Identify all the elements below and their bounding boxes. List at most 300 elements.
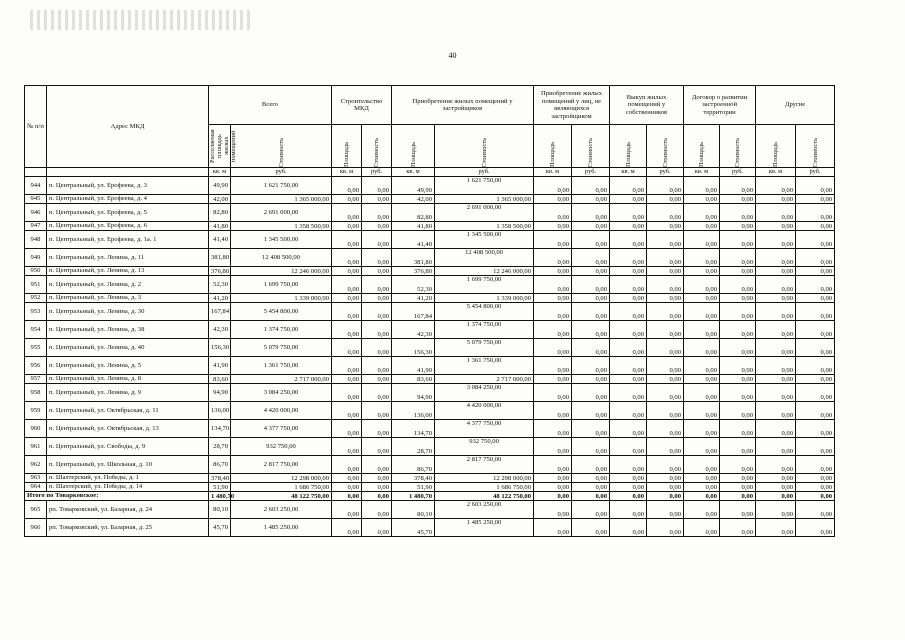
row-zero-value: 0,00 <box>647 375 684 384</box>
row-zero-value: 0,00 <box>796 222 835 231</box>
row-zero-value: 0,00 <box>647 276 684 294</box>
row-zero-value: 0,00 <box>572 456 610 474</box>
unit-cell: кв. м <box>684 168 720 177</box>
row-zero-value: 0,00 <box>647 339 684 357</box>
table-row <box>25 177 835 195</box>
row-acq-dev-area: 134,70 <box>392 420 435 438</box>
row-zero-value: 0,00 <box>647 249 684 267</box>
total-zero-value: 0,00 <box>534 492 572 501</box>
row-zero-value: 0,00 <box>647 177 684 195</box>
row-zero-value: 0,00 <box>534 339 572 357</box>
row-construction-area: 0,00 <box>332 231 362 249</box>
row-zero-value: 0,00 <box>647 483 684 492</box>
unit-cell: кв. м <box>392 168 435 177</box>
total-zero-value: 0,00 <box>720 492 756 501</box>
row-zero-value: 0,00 <box>572 204 610 222</box>
row-number: 957 <box>25 375 47 384</box>
row-construction-cost: 0,00 <box>362 204 392 222</box>
row-construction-cost: 0,00 <box>362 519 392 537</box>
row-construction-cost: 0,00 <box>362 384 392 402</box>
row-zero-value: 0,00 <box>534 375 572 384</box>
row-zero-value: 0,00 <box>684 474 720 483</box>
row-address: п. Центральный, ул. Ерофеева, д. 5 <box>47 204 209 222</box>
row-acq-dev-cost: 1 361 750,00 <box>435 357 534 375</box>
row-zero-value: 0,00 <box>684 204 720 222</box>
row-total-cost: 12 298 000,00 <box>231 474 332 483</box>
row-zero-value: 0,00 <box>796 474 835 483</box>
row-zero-value: 0,00 <box>572 474 610 483</box>
row-zero-value: 0,00 <box>684 357 720 375</box>
row-acq-dev-cost: 1 374 750,00 <box>435 321 534 339</box>
table-row <box>25 294 835 303</box>
row-zero-value: 0,00 <box>720 519 756 537</box>
group-acq-nondev-header: Приобретение жилых помещений у лиц, не являющихся застройщиком <box>534 86 610 125</box>
row-address: рп. Товарковский, ул. Базарная, д. 24 <box>47 501 209 519</box>
row-total-area: 45,70 <box>209 519 231 537</box>
row-zero-value: 0,00 <box>647 231 684 249</box>
row-zero-value: 0,00 <box>610 519 647 537</box>
group-buyout-header: Выкуп жилых помещений у собственников <box>610 86 684 125</box>
row-zero-value: 0,00 <box>610 204 647 222</box>
row-zero-value: 0,00 <box>534 483 572 492</box>
row-address: п. Центральный, ул. Ерофеева, д. 1а. 1 <box>47 231 209 249</box>
row-zero-value: 0,00 <box>720 177 756 195</box>
row-zero-value: 0,00 <box>572 195 610 204</box>
row-acq-dev-cost: 1 686 750,00 <box>435 483 534 492</box>
row-zero-value: 0,00 <box>572 402 610 420</box>
row-zero-value: 0,00 <box>684 321 720 339</box>
row-number: 965 <box>25 501 47 519</box>
row-total-area: 52,30 <box>209 276 231 294</box>
row-total-cost: 1 358 500,00 <box>231 222 332 231</box>
row-acq-dev-area: 381,80 <box>392 249 435 267</box>
row-zero-value: 0,00 <box>720 276 756 294</box>
row-total-area: 42,30 <box>209 321 231 339</box>
row-construction-area: 0,00 <box>332 474 362 483</box>
row-zero-value: 0,00 <box>720 474 756 483</box>
row-zero-value: 0,00 <box>684 483 720 492</box>
row-zero-value: 0,00 <box>610 231 647 249</box>
row-total-cost: 1 621 750,00 <box>231 177 332 195</box>
row-construction-area: 0,00 <box>332 501 362 519</box>
row-acq-dev-cost: 5 454 800,00 <box>435 303 534 321</box>
table-row <box>25 222 835 231</box>
row-zero-value: 0,00 <box>756 375 796 384</box>
row-acq-dev-cost: 1 365 000,00 <box>435 195 534 204</box>
subheader-area: Площадь <box>332 125 362 168</box>
row-construction-area: 0,00 <box>332 303 362 321</box>
group-other-header: Другие <box>756 86 835 125</box>
row-number: 956 <box>25 357 47 375</box>
row-construction-area: 0,00 <box>332 195 362 204</box>
row-zero-value: 0,00 <box>610 456 647 474</box>
subheader-resettled-area: Расселяемая площадь жилых помещений <box>209 125 231 168</box>
row-zero-value: 0,00 <box>572 375 610 384</box>
row-zero-value: 0,00 <box>720 195 756 204</box>
row-acq-dev-area: 156,30 <box>392 339 435 357</box>
row-zero-value: 0,00 <box>572 339 610 357</box>
row-zero-value: 0,00 <box>610 501 647 519</box>
row-number: 946 <box>25 204 47 222</box>
row-address: п. Центральный, ул. Ерофеева, д. 6 <box>47 222 209 231</box>
row-acq-dev-cost: 2 817 750,00 <box>435 456 534 474</box>
row-zero-value: 0,00 <box>684 231 720 249</box>
row-acq-dev-area: 41,20 <box>392 294 435 303</box>
row-zero-value: 0,00 <box>610 402 647 420</box>
row-zero-value: 0,00 <box>534 294 572 303</box>
row-zero-value: 0,00 <box>572 357 610 375</box>
row-total-cost: 1 339 000,00 <box>231 294 332 303</box>
total-zero-value: 0,00 <box>572 492 610 501</box>
row-total-area: 94,90 <box>209 384 231 402</box>
row-construction-cost: 0,00 <box>362 267 392 276</box>
table-row <box>25 420 835 438</box>
row-number: 951 <box>25 276 47 294</box>
row-acq-dev-area: 376,80 <box>392 267 435 276</box>
row-acq-dev-area: 82,80 <box>392 204 435 222</box>
row-number: 944 <box>25 177 47 195</box>
row-zero-value: 0,00 <box>534 357 572 375</box>
row-zero-value: 0,00 <box>756 195 796 204</box>
table-row <box>25 231 835 249</box>
row-zero-value: 0,00 <box>756 438 796 456</box>
row-acq-dev-area: 80,10 <box>392 501 435 519</box>
row-construction-cost: 0,00 <box>362 231 392 249</box>
row-total-cost: 1 365 000,00 <box>231 195 332 204</box>
row-zero-value: 0,00 <box>756 222 796 231</box>
row-total-area: 136,00 <box>209 402 231 420</box>
row-construction-cost: 0,00 <box>362 303 392 321</box>
row-zero-value: 0,00 <box>684 294 720 303</box>
row-zero-value: 0,00 <box>647 519 684 537</box>
row-zero-value: 0,00 <box>647 321 684 339</box>
row-total-area: 51,90 <box>209 483 231 492</box>
row-zero-value: 0,00 <box>572 231 610 249</box>
row-zero-value: 0,00 <box>647 357 684 375</box>
row-acq-dev-cost: 1 358 500,00 <box>435 222 534 231</box>
row-number: 945 <box>25 195 47 204</box>
row-address: п. Шахтерский, ул. Победы, д. 14 <box>47 483 209 492</box>
row-zero-value: 0,00 <box>647 204 684 222</box>
row-zero-value: 0,00 <box>720 456 756 474</box>
row-acq-dev-cost: 4 420 000,00 <box>435 402 534 420</box>
row-acq-dev-area: 167,84 <box>392 303 435 321</box>
row-construction-area: 0,00 <box>332 249 362 267</box>
row-construction-area: 0,00 <box>332 384 362 402</box>
row-construction-cost: 0,00 <box>362 375 392 384</box>
resettlement-table <box>24 85 835 537</box>
row-address: п. Центральный, ул. Ленина, д. 30 <box>47 303 209 321</box>
row-address: п. Центральный, ул. Ленина, д. 5 <box>47 357 209 375</box>
row-acq-dev-area: 28,70 <box>392 438 435 456</box>
row-zero-value: 0,00 <box>684 195 720 204</box>
row-zero-value: 0,00 <box>756 357 796 375</box>
scan-artifact <box>30 10 250 30</box>
row-construction-cost: 0,00 <box>362 420 392 438</box>
row-total-cost: 1 361 750,00 <box>231 357 332 375</box>
row-construction-cost: 0,00 <box>362 339 392 357</box>
row-zero-value: 0,00 <box>684 402 720 420</box>
row-zero-value: 0,00 <box>796 303 835 321</box>
row-total-cost: 2 691 000,00 <box>231 204 332 222</box>
row-number: 961 <box>25 438 47 456</box>
row-zero-value: 0,00 <box>572 222 610 231</box>
row-zero-value: 0,00 <box>610 294 647 303</box>
row-acq-dev-area: 45,70 <box>392 519 435 537</box>
total-acq-dev-cost: 48 122 750,00 <box>435 492 534 501</box>
units-row <box>25 168 835 177</box>
subheader-area: Площадь <box>610 125 647 168</box>
row-construction-cost: 0,00 <box>362 402 392 420</box>
table-row <box>25 267 835 276</box>
row-acq-dev-cost: 12 408 500,00 <box>435 249 534 267</box>
subheader-cost: Стоимость <box>647 125 684 168</box>
row-total-cost: 1 374 750,00 <box>231 321 332 339</box>
row-zero-value: 0,00 <box>610 474 647 483</box>
row-zero-value: 0,00 <box>647 420 684 438</box>
row-address: п. Центральный, ул. Ленина, д. 40 <box>47 339 209 357</box>
row-zero-value: 0,00 <box>684 177 720 195</box>
row-zero-value: 0,00 <box>756 339 796 357</box>
row-construction-cost: 0,00 <box>362 456 392 474</box>
row-total-area: 376,80 <box>209 267 231 276</box>
subheader-area: Площадь <box>756 125 796 168</box>
row-zero-value: 0,00 <box>796 267 835 276</box>
row-zero-value: 0,00 <box>534 204 572 222</box>
row-zero-value: 0,00 <box>684 303 720 321</box>
table-row <box>25 474 835 483</box>
row-zero-value: 0,00 <box>796 438 835 456</box>
row-acq-dev-cost: 5 079 750,00 <box>435 339 534 357</box>
row-total-cost: 5 079 750,00 <box>231 339 332 357</box>
unit-cell: кв. м <box>209 168 231 177</box>
subheader-cost: Стоимость <box>435 125 534 168</box>
row-total-area: 41,40 <box>209 231 231 249</box>
row-zero-value: 0,00 <box>610 375 647 384</box>
row-total-area: 156,30 <box>209 339 231 357</box>
row-total-cost: 1 699 750,00 <box>231 276 332 294</box>
total-zero-value: 0,00 <box>796 492 835 501</box>
unit-cell: руб. <box>796 168 835 177</box>
total-cost: 48 122 750,00 <box>231 492 332 501</box>
row-construction-area: 0,00 <box>332 357 362 375</box>
row-zero-value: 0,00 <box>534 303 572 321</box>
row-construction-area: 0,00 <box>332 375 362 384</box>
row-construction-cost: 0,00 <box>362 276 392 294</box>
table-body <box>25 177 835 537</box>
row-zero-value: 0,00 <box>610 339 647 357</box>
row-acq-dev-cost: 1 485 250,00 <box>435 519 534 537</box>
row-total-area: 41,20 <box>209 294 231 303</box>
table-row <box>25 456 835 474</box>
row-acq-dev-area: 94,90 <box>392 384 435 402</box>
row-acq-dev-cost: 4 377 750,00 <box>435 420 534 438</box>
row-total-cost: 12 408 500,00 <box>231 249 332 267</box>
total-acq-dev-area: 1 480,70 <box>392 492 435 501</box>
row-zero-value: 0,00 <box>684 222 720 231</box>
row-zero-value: 0,00 <box>534 267 572 276</box>
row-construction-area: 0,00 <box>332 294 362 303</box>
row-zero-value: 0,00 <box>796 483 835 492</box>
row-construction-area: 0,00 <box>332 321 362 339</box>
row-acq-dev-area: 42,30 <box>392 321 435 339</box>
row-zero-value: 0,00 <box>610 357 647 375</box>
row-zero-value: 0,00 <box>720 384 756 402</box>
row-zero-value: 0,00 <box>796 339 835 357</box>
row-zero-value: 0,00 <box>610 177 647 195</box>
row-zero-value: 0,00 <box>647 267 684 276</box>
row-acq-dev-area: 41,90 <box>392 357 435 375</box>
row-total-cost: 4 377 750,00 <box>231 420 332 438</box>
row-zero-value: 0,00 <box>647 303 684 321</box>
row-zero-value: 0,00 <box>756 384 796 402</box>
row-construction-area: 0,00 <box>332 456 362 474</box>
row-number: 950 <box>25 267 47 276</box>
row-construction-area: 0,00 <box>332 177 362 195</box>
row-zero-value: 0,00 <box>572 276 610 294</box>
row-zero-value: 0,00 <box>796 402 835 420</box>
row-acq-dev-cost: 1 339 000,00 <box>435 294 534 303</box>
row-zero-value: 0,00 <box>684 384 720 402</box>
row-address: п. Шахтерский, ул. Победы, д. 1 <box>47 474 209 483</box>
row-zero-value: 0,00 <box>534 438 572 456</box>
row-zero-value: 0,00 <box>796 357 835 375</box>
row-zero-value: 0,00 <box>684 375 720 384</box>
row-zero-value: 0,00 <box>796 321 835 339</box>
unit-cell: руб. <box>435 168 534 177</box>
row-zero-value: 0,00 <box>534 474 572 483</box>
row-address: п. Центральный, ул. Ленина, д. 13 <box>47 267 209 276</box>
total-zero-value: 0,00 <box>756 492 796 501</box>
row-zero-value: 0,00 <box>756 456 796 474</box>
row-zero-value: 0,00 <box>572 519 610 537</box>
row-zero-value: 0,00 <box>796 519 835 537</box>
row-zero-value: 0,00 <box>720 321 756 339</box>
row-zero-value: 0,00 <box>720 501 756 519</box>
row-zero-value: 0,00 <box>756 321 796 339</box>
row-zero-value: 0,00 <box>610 384 647 402</box>
subheader-cost: Стоимость <box>720 125 756 168</box>
table-row <box>25 375 835 384</box>
row-total-area: 167,84 <box>209 303 231 321</box>
row-acq-dev-area: 42,00 <box>392 195 435 204</box>
row-total-cost: 4 420 000,00 <box>231 402 332 420</box>
row-total-cost: 5 454 800,00 <box>231 303 332 321</box>
row-address: п. Центральный, ул. Ленина, д. 38 <box>47 321 209 339</box>
row-zero-value: 0,00 <box>720 303 756 321</box>
row-construction-cost: 0,00 <box>362 249 392 267</box>
row-zero-value: 0,00 <box>572 420 610 438</box>
subheader-cost: Стоимость <box>362 125 392 168</box>
row-address: рп. Товарковский, ул. Базарная, д. 25 <box>47 519 209 537</box>
row-acq-dev-area: 51,90 <box>392 483 435 492</box>
row-zero-value: 0,00 <box>572 321 610 339</box>
row-total-area: 82,80 <box>209 204 231 222</box>
row-construction-area: 0,00 <box>332 222 362 231</box>
row-zero-value: 0,00 <box>720 483 756 492</box>
row-acq-dev-cost: 2 603 250,00 <box>435 501 534 519</box>
row-acq-dev-cost: 932 750,00 <box>435 438 534 456</box>
row-acq-dev-cost: 1 621 750,00 <box>435 177 534 195</box>
row-number: 954 <box>25 321 47 339</box>
row-zero-value: 0,00 <box>684 501 720 519</box>
row-construction-area: 0,00 <box>332 276 362 294</box>
table-row <box>25 402 835 420</box>
unit-cell: руб. <box>231 168 332 177</box>
row-zero-value: 0,00 <box>610 267 647 276</box>
row-zero-value: 0,00 <box>796 231 835 249</box>
row-zero-value: 0,00 <box>720 375 756 384</box>
row-address: п. Центральный, ул. Ерофеева, д. 4 <box>47 195 209 204</box>
row-zero-value: 0,00 <box>534 177 572 195</box>
row-zero-value: 0,00 <box>756 402 796 420</box>
row-zero-value: 0,00 <box>756 519 796 537</box>
row-zero-value: 0,00 <box>756 177 796 195</box>
row-total-cost: 1 686 750,00 <box>231 483 332 492</box>
row-zero-value: 0,00 <box>796 177 835 195</box>
row-zero-value: 0,00 <box>534 384 572 402</box>
row-construction-cost: 0,00 <box>362 357 392 375</box>
row-zero-value: 0,00 <box>684 456 720 474</box>
subheader-area: Площадь <box>534 125 572 168</box>
row-zero-value: 0,00 <box>720 420 756 438</box>
row-total-area: 378,40 <box>209 474 231 483</box>
unit-cell: руб. <box>647 168 684 177</box>
table-row <box>25 357 835 375</box>
subheader-cost: Стоимость <box>231 125 332 168</box>
subheader-cost: Стоимость <box>572 125 610 168</box>
row-number: 959 <box>25 402 47 420</box>
row-zero-value: 0,00 <box>610 276 647 294</box>
row-zero-value: 0,00 <box>720 438 756 456</box>
row-total-cost: 1 345 500,00 <box>231 231 332 249</box>
row-zero-value: 0,00 <box>796 456 835 474</box>
row-zero-value: 0,00 <box>647 294 684 303</box>
row-address: п. Центральный, ул. Ерофеева, д. 3 <box>47 177 209 195</box>
row-zero-value: 0,00 <box>572 177 610 195</box>
row-zero-value: 0,00 <box>720 249 756 267</box>
row-construction-area: 0,00 <box>332 483 362 492</box>
group-acq-dev-header: Приобретение жилых помещений у застройщиков <box>392 86 534 125</box>
row-number: 947 <box>25 222 47 231</box>
row-construction-area: 0,00 <box>332 339 362 357</box>
row-zero-value: 0,00 <box>534 276 572 294</box>
row-zero-value: 0,00 <box>572 501 610 519</box>
row-zero-value: 0,00 <box>796 276 835 294</box>
row-zero-value: 0,00 <box>572 294 610 303</box>
total-row <box>25 492 835 501</box>
row-zero-value: 0,00 <box>534 321 572 339</box>
row-number: 966 <box>25 519 47 537</box>
row-zero-value: 0,00 <box>534 195 572 204</box>
row-number: 963 <box>25 474 47 483</box>
row-zero-value: 0,00 <box>572 384 610 402</box>
table-row <box>25 483 835 492</box>
row-zero-value: 0,00 <box>684 276 720 294</box>
row-total-cost: 3 084 250,00 <box>231 384 332 402</box>
row-zero-value: 0,00 <box>720 339 756 357</box>
row-construction-cost: 0,00 <box>362 321 392 339</box>
unit-cell: кв. м <box>534 168 572 177</box>
row-zero-value: 0,00 <box>720 204 756 222</box>
row-acq-dev-cost: 2 717 000,00 <box>435 375 534 384</box>
row-acq-dev-area: 49,90 <box>392 177 435 195</box>
row-zero-value: 0,00 <box>684 249 720 267</box>
row-zero-value: 0,00 <box>610 195 647 204</box>
table-row <box>25 303 835 321</box>
row-number: 948 <box>25 231 47 249</box>
row-zero-value: 0,00 <box>647 501 684 519</box>
